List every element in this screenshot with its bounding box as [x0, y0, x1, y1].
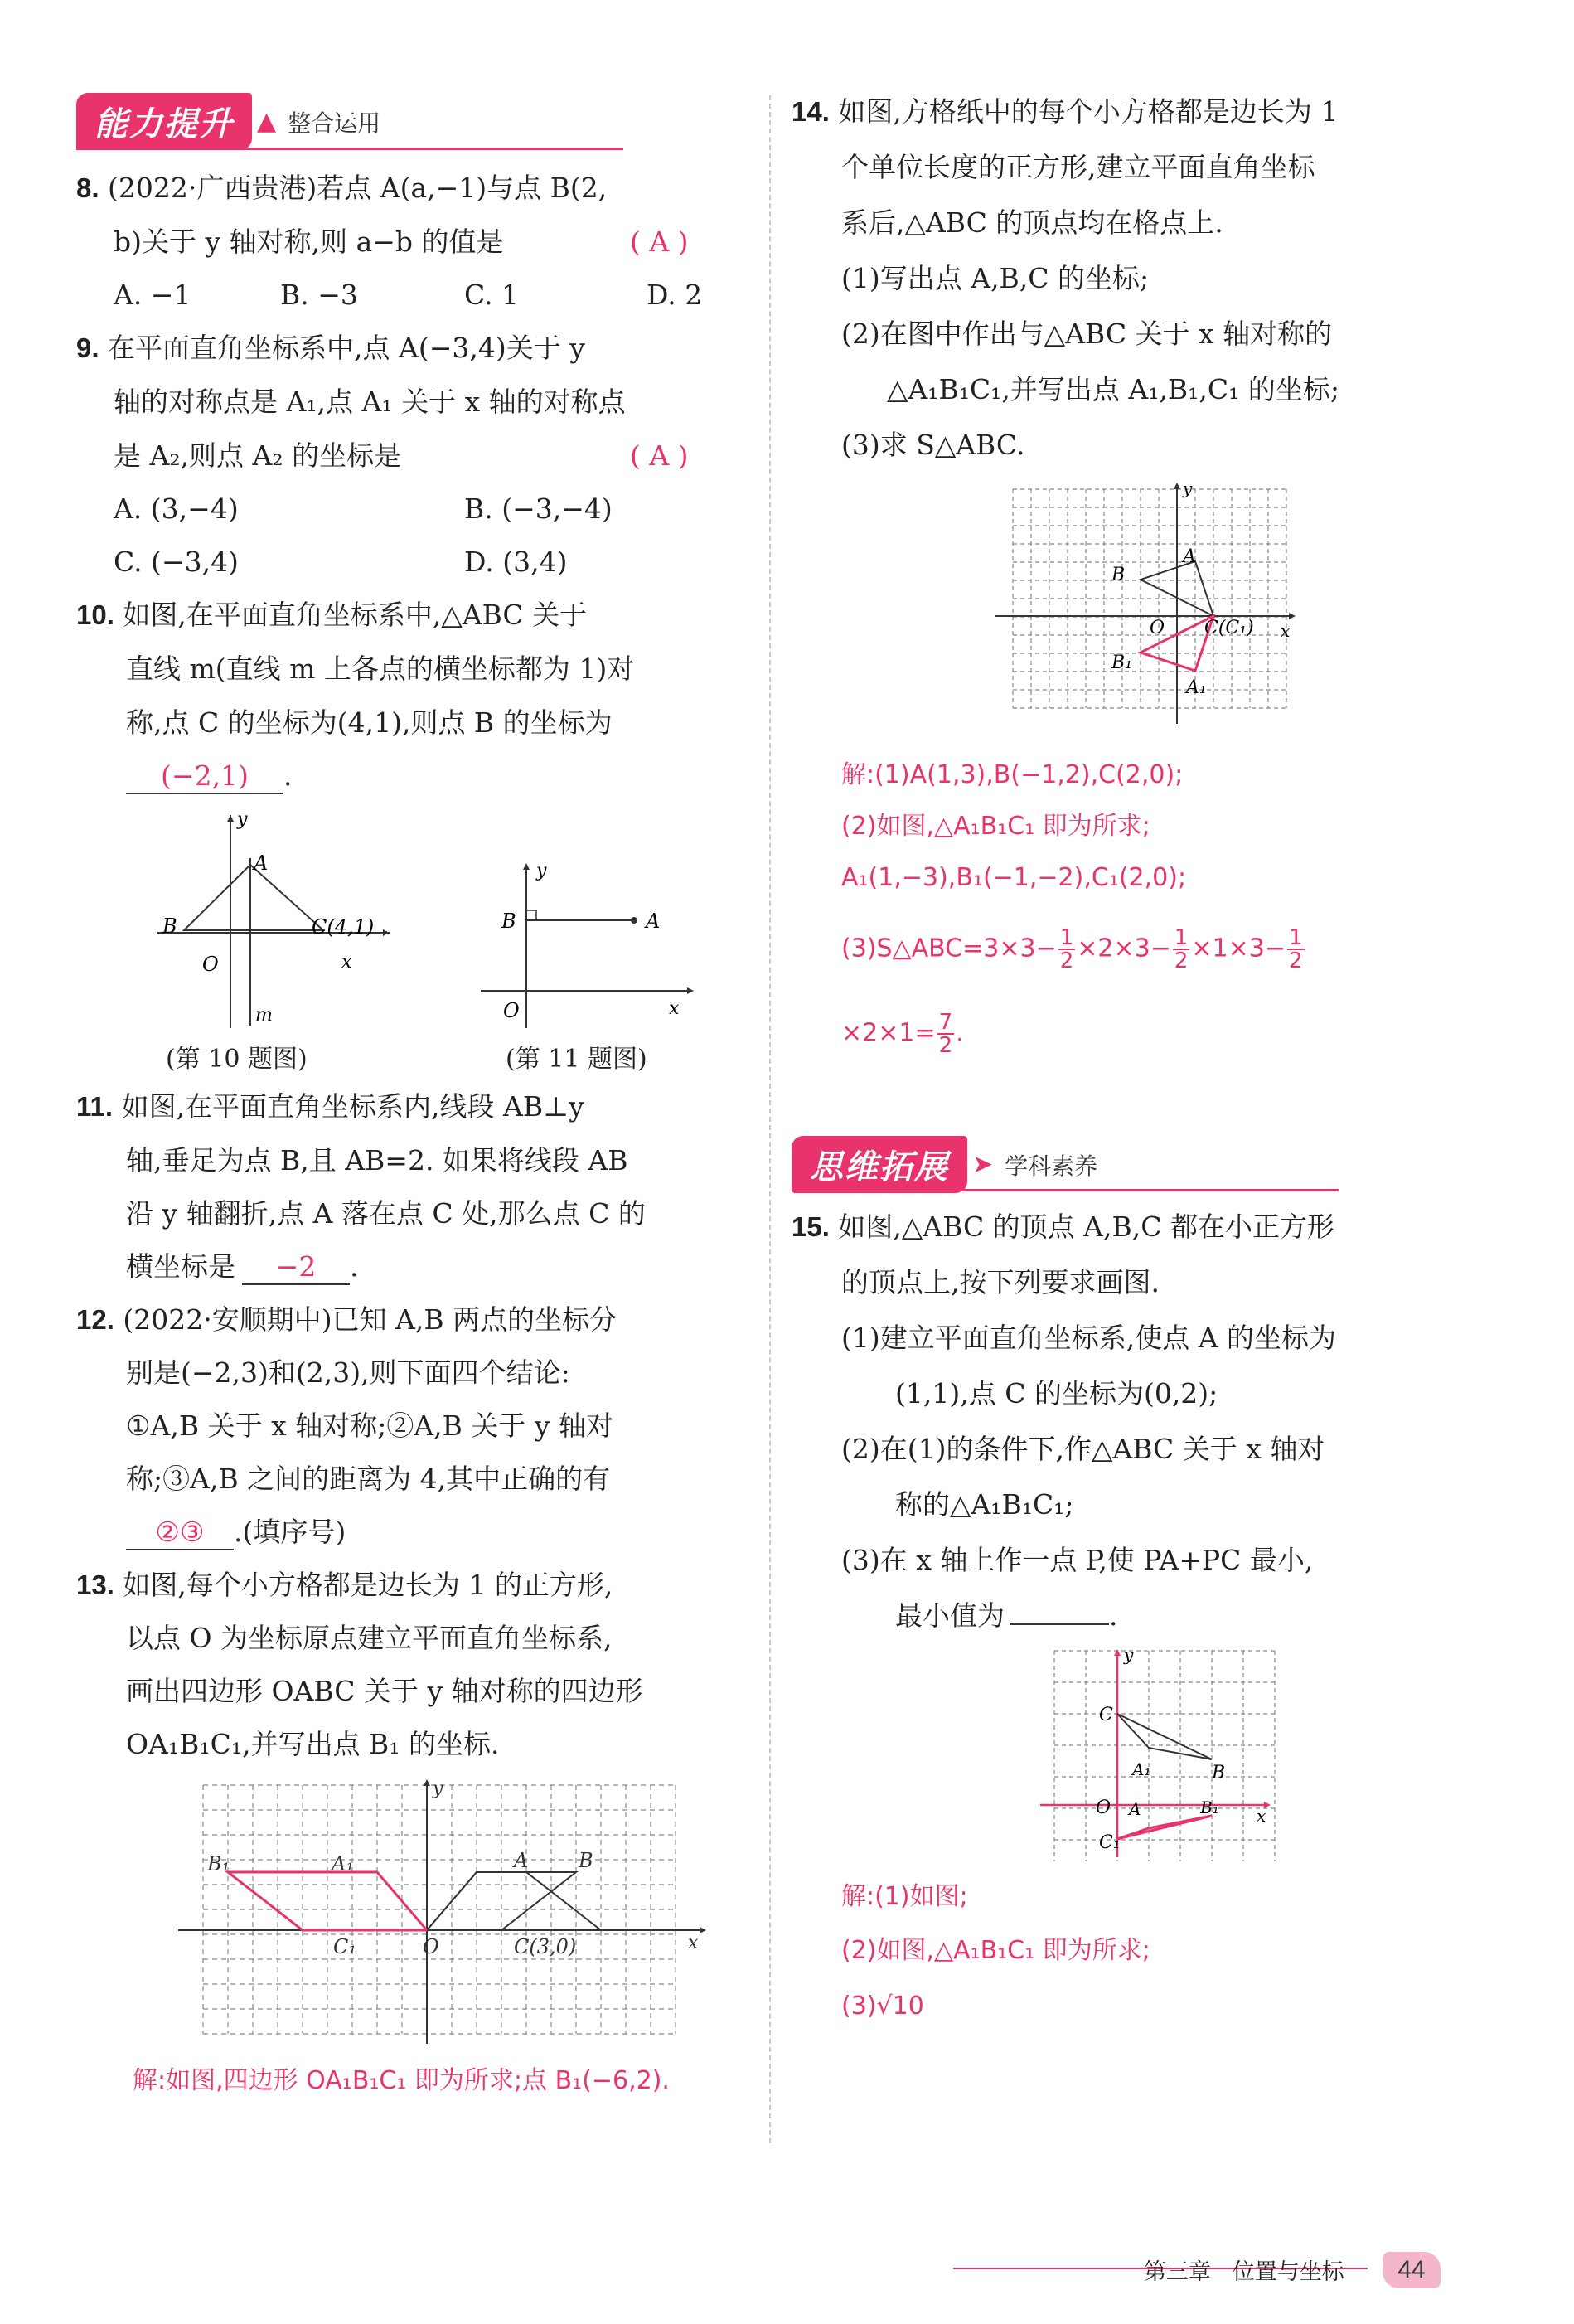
q11-figure — [477, 858, 700, 1032]
q12-line2: 别是(−2,3)和(2,3),则下面四个结论: — [126, 1356, 570, 1389]
q11-fig-b: B — [501, 910, 516, 933]
section-underline — [792, 1189, 1339, 1191]
q8-line1: 8. (2022·广西贵港)若点 A(a,−1)与点 B(2, — [76, 172, 608, 204]
q15-fig-a: A₁ — [1132, 1759, 1151, 1779]
q15-fig-y: y — [1124, 1646, 1134, 1665]
q15-blank — [1010, 1623, 1109, 1625]
q14-fig-o: O — [1150, 618, 1165, 638]
q13-fig-b1: B₁ — [207, 1852, 230, 1875]
q14-sub3: (3)求 S△ABC. — [841, 429, 1025, 461]
q11-fig-o: O — [503, 999, 520, 1022]
q15-sub3b: 最小值为 . — [895, 1599, 1118, 1632]
q15-sub1b: (1,1),点 C 的坐标为(0,2); — [895, 1377, 1218, 1409]
q8-option-d: D. 2 — [647, 279, 703, 311]
q14-line3: 系后,△ABC 的顶点均在格点上. — [841, 206, 1223, 239]
q11-fig-x: x — [669, 998, 680, 1019]
q15-sol1: 解:(1)如图; — [841, 1882, 968, 1911]
q15-line1: 15. 如图,△ABC 的顶点 A,B,C 都在小正方形 — [792, 1211, 1334, 1243]
q10-caption: (第 10 题图) — [166, 1045, 308, 1074]
q15-sub3a: (3)在 x 轴上作一点 P,使 PA+PC 最小, — [841, 1544, 1314, 1576]
q14-sol1: 解:(1)A(1,3),B(−1,2),C(2,0); — [841, 760, 1184, 789]
q12-answer-line: ②③ .(填序号) — [126, 1516, 346, 1550]
q10-fig-a: A — [254, 851, 269, 875]
q11-line4: 横坐标是 −2 . — [126, 1250, 359, 1285]
q14-sub2b: △A₁B₁C₁,并写出点 A₁,B₁,C₁ 的坐标; — [887, 373, 1339, 405]
q15-fig-x: x — [1257, 1806, 1266, 1826]
q11-caption: (第 11 题图) — [506, 1045, 647, 1074]
q11-line2: 轴,垂足为点 B,且 AB=2. 如果将线段 AB — [126, 1144, 628, 1177]
q12-line3: ①A,B 关于 x 轴对称;②A,B 关于 y 轴对 — [126, 1409, 614, 1442]
q9-option-a: A. (3,−4) — [114, 492, 239, 525]
section-badge-thinking — [792, 1136, 1097, 1193]
q11-line3: 沿 y 轴翻折,点 A 落在点 C 处,那么点 C 的 — [126, 1197, 646, 1230]
column-divider — [769, 95, 771, 2143]
q15-sub1a: (1)建立平面直角坐标系,使点 A 的坐标为 — [841, 1322, 1337, 1354]
q8-option-a: A. −1 — [114, 279, 191, 311]
q12-line4: 称;③A,B 之间的距离为 4,其中正确的有 — [126, 1463, 611, 1495]
q14-fig-x: x — [1281, 621, 1291, 641]
q15-sub2b: 称的△A₁B₁C₁; — [895, 1488, 1074, 1521]
q10-fig-x: x — [341, 952, 352, 973]
q11-fig-y: y — [536, 861, 547, 881]
q13-line2: 以点 O 为坐标原点建立平面直角坐标系, — [126, 1622, 613, 1654]
section-subtitle: 学科素养 — [1005, 1152, 1098, 1180]
q14-fig-c: C(C₁) — [1204, 618, 1254, 638]
q11-line1: 11. 如图,在平面直角坐标系内,线段 AB⊥y — [76, 1090, 584, 1123]
q15-sol3: (3)√10 — [841, 1992, 924, 2021]
section-subtitle: 整合运用 — [288, 109, 381, 137]
q8-option-c: C. 1 — [464, 279, 520, 311]
q14-sol3: A₁(1,−3),B₁(−1,−2),C₁(2,0); — [841, 863, 1187, 892]
q15-figure — [1036, 1646, 1276, 1861]
q13-fig-y: y — [433, 1778, 443, 1799]
q9-line1: 9. 在平面直角坐标系中,点 A(−3,4)关于 y — [76, 332, 585, 364]
q15-sol2: (2)如图,△A₁B₁C₁ 即为所求; — [841, 1936, 1150, 1965]
q12-answer: ②③ — [126, 1516, 234, 1550]
q10-fig-c: C(4,1) — [312, 915, 375, 939]
section-title: 思维拓展 — [792, 1136, 967, 1193]
q10-answer-line: (−2,1) . — [126, 759, 293, 794]
q13-line4: OA₁B₁C₁,并写出点 B₁ 的坐标. — [126, 1728, 500, 1760]
q14-sol2: (2)如图,△A₁B₁C₁ 即为所求; — [841, 812, 1150, 841]
q15-fig-b: B — [1212, 1763, 1226, 1783]
q10-line2: 直线 m(直线 m 上各点的横坐标都为 1)对 — [126, 653, 635, 685]
q9-answer: ( A ) — [630, 439, 689, 472]
section-title: 能力提升 — [76, 93, 252, 150]
q11-fig-a: A — [646, 910, 661, 933]
q14-line2: 个单位长度的正方形,建立平面直角坐标 — [841, 151, 1315, 183]
q14-fig-y: y — [1183, 479, 1193, 498]
q10-answer: (−2,1) — [126, 759, 283, 794]
q12-line1: 12. (2022·安顺期中)已知 A,B 两点的坐标分 — [76, 1303, 617, 1336]
q15-fig-b1: B₁ — [1200, 1798, 1219, 1817]
q14-sub1: (1)写出点 A,B,C 的坐标; — [841, 262, 1150, 294]
q13-fig-c1: C₁ — [333, 1935, 356, 1958]
q9-option-b: B. (−3,−4) — [464, 492, 613, 525]
q14-line1: 14. 如图,方格纸中的每个小方格都是边长为 1 — [792, 95, 1339, 128]
q13-fig-c: C(3,0) — [514, 1935, 577, 1958]
q13-figure — [174, 1774, 713, 2048]
section-badge-ability — [76, 93, 380, 150]
q10-fig-b: B — [162, 915, 177, 938]
q15-fig-a1: A — [1129, 1799, 1141, 1819]
q13-fig-b: B — [579, 1849, 593, 1872]
q10-fig-o: O — [202, 953, 219, 976]
q14-fig-b: B — [1111, 565, 1126, 585]
q13-fig-o: O — [423, 1935, 439, 1958]
q13-fig-a1: A₁ — [332, 1852, 354, 1875]
q9-line2: 轴的对称点是 A₁,点 A₁ 关于 x 轴的对称点 — [114, 386, 626, 418]
q8-line2: b)关于 y 轴对称,则 a−b 的值是 — [114, 226, 504, 258]
q10-fig-y: y — [237, 809, 248, 830]
q15-line2: 的顶点上,按下列要求画图. — [841, 1266, 1160, 1298]
q9-option-d: D. (3,4) — [464, 546, 568, 578]
q13-solution: 解:如图,四边形 OA₁B₁C₁ 即为所求;点 B₁(−6,2). — [133, 2066, 670, 2095]
q8-answer: ( A ) — [630, 226, 689, 258]
q10-figure — [149, 808, 398, 1032]
q14-figure — [990, 479, 1305, 728]
q14-sub2a: (2)在图中作出与△ABC 关于 x 轴对称的 — [841, 318, 1333, 350]
rocket-icon: ▲ — [257, 107, 277, 136]
q13-fig-a: A — [514, 1849, 529, 1872]
q10-line1: 10. 如图,在平面直角坐标系中,△ABC 关于 — [76, 599, 588, 631]
q11-answer: −2 — [242, 1250, 350, 1285]
q9-line3: 是 A₂,则点 A₂ 的坐标是 — [114, 439, 402, 472]
q9-option-c: C. (−3,4) — [114, 546, 239, 578]
section-underline — [76, 148, 623, 150]
page-number: 44 — [1383, 2252, 1441, 2288]
q8-option-b: B. −3 — [280, 279, 358, 311]
footer-chapter: 第三章 位置与坐标 — [1144, 2259, 1344, 2285]
q15-sub2a: (2)在(1)的条件下,作△ABC 关于 x 轴对 — [841, 1433, 1325, 1465]
q15-fig-c: C — [1099, 1705, 1113, 1725]
q14-fig-a1: A₁ — [1186, 677, 1207, 698]
q15-fig-o: O — [1096, 1798, 1111, 1818]
q14-sol5: ×2×1= $\frac{7}{2}$ . — [841, 1010, 964, 1058]
arrow-icon: ➤ — [972, 1150, 994, 1179]
q13-fig-x: x — [688, 1933, 699, 1953]
q15-fig-c1: C₁ — [1099, 1832, 1121, 1853]
q14-fig-a: A — [1183, 546, 1196, 567]
q10-line3: 称,点 C 的坐标为(4,1),则点 B 的坐标为 — [126, 706, 613, 739]
q13-line1: 13. 如图,每个小方格都是边长为 1 的正方形, — [76, 1569, 613, 1601]
q14-sol4: (3)S△ABC=3×3− $\frac{1}{2}$ ×2×3− $\frac{1}{2}$ ×1×3− $\frac{1}{2}$ — [841, 925, 1303, 973]
q10-fig-m: m — [255, 1005, 273, 1026]
q13-line3: 画出四边形 OABC 关于 y 轴对称的四边形 — [126, 1675, 643, 1707]
q14-fig-b1: B₁ — [1111, 653, 1132, 673]
